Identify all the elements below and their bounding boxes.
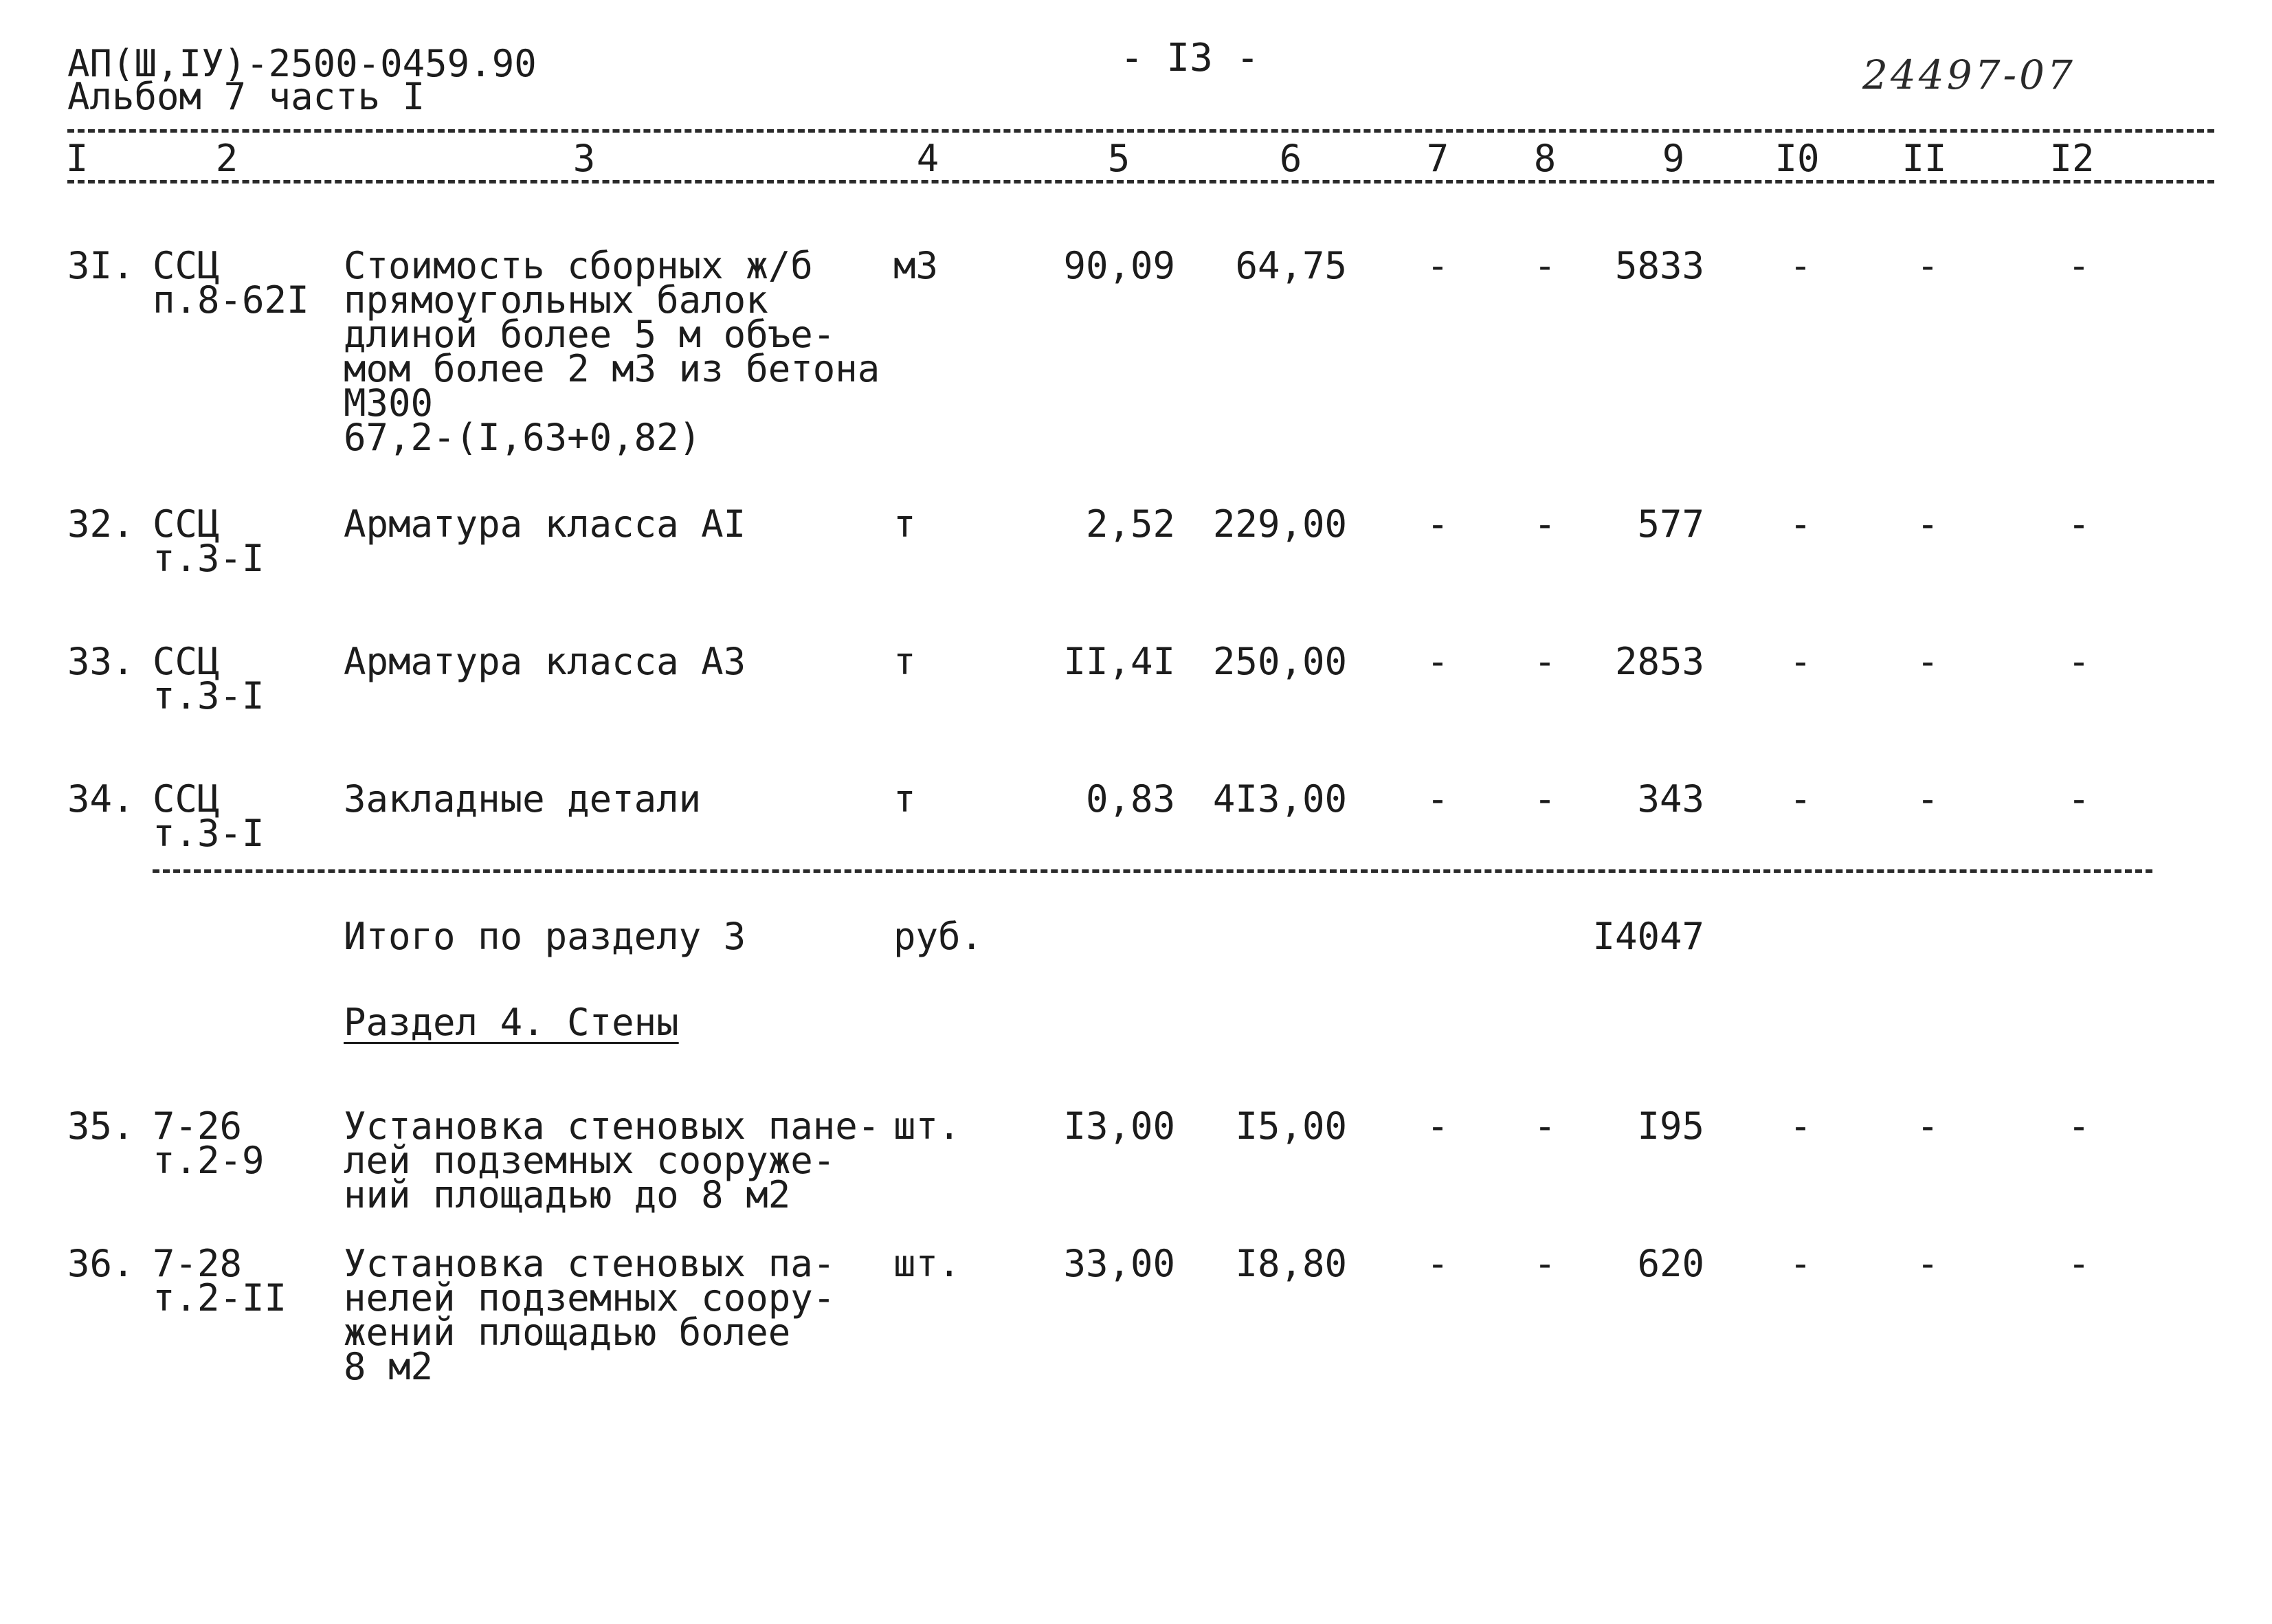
row-3-c10: - xyxy=(1789,640,1812,683)
column-header-12: I2 xyxy=(2049,137,2095,180)
row-2-num: 36. xyxy=(67,1242,135,1285)
row-4-unit: т xyxy=(893,777,916,821)
row-2-unit: шт. xyxy=(893,1242,961,1285)
row-4-desc: Закладные детали xyxy=(344,777,702,821)
row-3-c12: - xyxy=(2067,640,2091,683)
row-1-c8: - xyxy=(1533,244,1557,287)
row-2-c12: - xyxy=(2067,1242,2091,1285)
row-3-total: 2853 xyxy=(1614,640,1704,683)
row-3-qty: II,4I xyxy=(1063,640,1175,683)
row-2-c8: - xyxy=(1533,1242,1557,1285)
row-1-qty: 90,09 xyxy=(1063,244,1175,287)
row-1-c10: - xyxy=(1789,1104,1812,1148)
row-2-unit: т xyxy=(893,502,916,546)
column-header-3: 3 xyxy=(572,137,596,180)
column-header-8: 8 xyxy=(1533,137,1557,180)
column-header-7: 7 xyxy=(1426,137,1449,180)
row-1-c12: - xyxy=(2067,1104,2091,1148)
subtotal-label: Итого по разделу 3 xyxy=(344,915,746,958)
row-4-price: 4I3,00 xyxy=(1212,777,1347,821)
row-1-qty: I3,00 xyxy=(1063,1104,1175,1148)
row-2-ref: 7-28 т.2-II xyxy=(153,1242,287,1320)
row-1-unit: шт. xyxy=(893,1104,961,1148)
row-2-num: 32. xyxy=(67,502,135,546)
column-header-10: I0 xyxy=(1774,137,1820,180)
row-1-total: 5833 xyxy=(1614,244,1704,287)
section-title: Раздел 4. Стены xyxy=(344,1001,679,1044)
row-2-desc: Арматура класса АI xyxy=(344,502,746,546)
row-1-c7: - xyxy=(1426,244,1449,287)
row-3-unit: т xyxy=(893,640,916,683)
row-1-c8: - xyxy=(1533,1104,1557,1148)
column-header-4: 4 xyxy=(916,137,939,180)
row-2-c8: - xyxy=(1533,502,1557,546)
column-header-6: 6 xyxy=(1279,137,1302,180)
row-2-desc: Установка стеновых па- нелей подземных соору- жений площадью более 8 м2 xyxy=(344,1242,836,1388)
column-header-1: I xyxy=(65,137,89,180)
row-1-c10: - xyxy=(1789,244,1812,287)
row-1-total: I95 xyxy=(1637,1104,1704,1148)
row-1-unit: м3 xyxy=(893,244,939,287)
row-1-price: I5,00 xyxy=(1235,1104,1347,1148)
row-2-total: 577 xyxy=(1637,502,1704,546)
row-4-c7: - xyxy=(1426,777,1449,821)
row-1-desc: Установка стеновых пане- лей подземных сооруже- ний площадью до 8 м2 xyxy=(344,1104,880,1216)
row-1-c11: - xyxy=(1916,1104,1939,1148)
row-1-c11: - xyxy=(1916,244,1939,287)
row-1-ref: ССЦ п.8-62I xyxy=(153,244,309,322)
row-2-price: 229,00 xyxy=(1212,502,1347,546)
row-2-c12: - xyxy=(2067,502,2091,546)
row-4-ref: ССЦ т.3-I xyxy=(153,777,265,855)
subtotal-unit: руб. xyxy=(893,915,983,958)
row-1-desc: Стоимость сборных ж/б прямоугольных балок длиной более 5 м объе- мом более 2 м3 из бетона М300 67,2-(I,63+0,82) xyxy=(344,244,880,459)
row-2-c7: - xyxy=(1426,502,1449,546)
row-2-total: 620 xyxy=(1637,1242,1704,1285)
row-1-c12: - xyxy=(2067,244,2091,287)
header-rule-top xyxy=(67,129,2214,133)
row-2-qty: 2,52 xyxy=(1085,502,1175,546)
subtotal-separator xyxy=(153,869,2152,873)
column-header-11: II xyxy=(1902,137,1947,180)
row-2-ref: ССЦ т.3-I xyxy=(153,502,265,580)
album-label: Альбом 7 часть I xyxy=(67,75,425,118)
column-header-9: 9 xyxy=(1662,137,1685,180)
subtotal-total: I4047 xyxy=(1592,915,1704,958)
row-2-price: I8,80 xyxy=(1235,1242,1347,1285)
row-3-c7: - xyxy=(1426,640,1449,683)
handwritten-number: 24497-07 xyxy=(1862,52,2075,98)
row-4-c8: - xyxy=(1533,777,1557,821)
row-4-c10: - xyxy=(1789,777,1812,821)
row-2-c11: - xyxy=(1916,502,1939,546)
row-1-num: 3I. xyxy=(67,244,135,287)
row-1-num: 35. xyxy=(67,1104,135,1148)
column-header-2: 2 xyxy=(215,137,238,180)
row-3-c11: - xyxy=(1916,640,1939,683)
row-3-price: 250,00 xyxy=(1212,640,1347,683)
row-2-c10: - xyxy=(1789,1242,1812,1285)
row-2-c10: - xyxy=(1789,502,1812,546)
column-header-5: 5 xyxy=(1107,137,1131,180)
row-4-c12: - xyxy=(2067,777,2091,821)
row-4-num: 34. xyxy=(67,777,135,821)
row-1-c7: - xyxy=(1426,1104,1449,1148)
row-3-num: 33. xyxy=(67,640,135,683)
header-rule-bottom xyxy=(67,180,2214,183)
row-3-ref: ССЦ т.3-I xyxy=(153,640,265,718)
row-3-desc: Арматура класса А3 xyxy=(344,640,746,683)
row-1-price: 64,75 xyxy=(1235,244,1347,287)
row-4-qty: 0,83 xyxy=(1085,777,1175,821)
row-1-ref: 7-26 т.2-9 xyxy=(153,1104,265,1182)
row-2-c7: - xyxy=(1426,1242,1449,1285)
row-3-c8: - xyxy=(1533,640,1557,683)
row-2-qty: 33,00 xyxy=(1063,1242,1175,1285)
row-2-c11: - xyxy=(1916,1242,1939,1285)
row-4-total: 343 xyxy=(1637,777,1704,821)
row-4-c11: - xyxy=(1916,777,1939,821)
document-code: АП(Ш,IУ)-2500-0459.90 xyxy=(67,42,537,85)
page-number: - I3 - xyxy=(1120,36,1260,80)
